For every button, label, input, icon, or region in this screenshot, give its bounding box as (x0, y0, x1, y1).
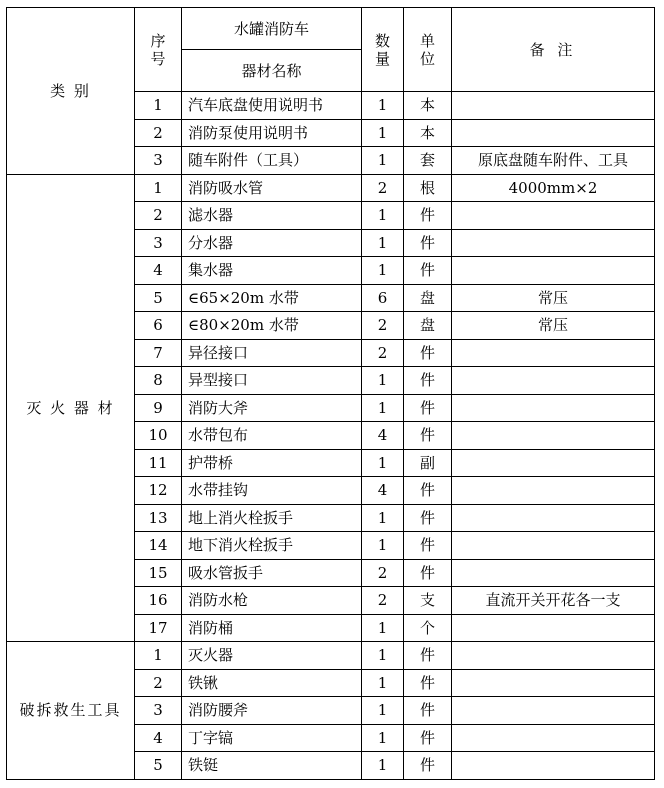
unit-cell: 件 (404, 257, 452, 285)
name-cell: 灭火器 (182, 642, 362, 670)
seq-cell: 12 (135, 477, 182, 505)
qty-cell: 1 (362, 642, 404, 670)
header-unit (404, 8, 452, 92)
unit-cell: 本 (404, 119, 452, 147)
qty-cell: 1 (362, 147, 404, 175)
qty-cell: 2 (362, 587, 404, 615)
qty-cell: 4 (362, 477, 404, 505)
unit-cell: 件 (404, 202, 452, 230)
unit-cell: 副 (404, 449, 452, 477)
seq-cell: 1 (135, 174, 182, 202)
qty-cell: 1 (362, 394, 404, 422)
name-cell: 汽车底盘使用说明书 (182, 92, 362, 120)
header-remark: 备 注 (452, 8, 655, 92)
remark-cell (452, 367, 655, 395)
name-cell: ∈80×20m 水带 (182, 312, 362, 340)
remark-cell: 4000mm×2 (452, 174, 655, 202)
unit-cell: 件 (404, 752, 452, 780)
remark-cell: 直流开关开花各一支 (452, 587, 655, 615)
unit-cell: 盘 (404, 312, 452, 340)
unit-cell: 件 (404, 642, 452, 670)
unit-cell: 件 (404, 422, 452, 450)
remark-cell: 常压 (452, 312, 655, 340)
seq-cell: 10 (135, 422, 182, 450)
qty-cell: 2 (362, 174, 404, 202)
remark-cell (452, 642, 655, 670)
qty-cell: 6 (362, 284, 404, 312)
remark-cell (452, 477, 655, 505)
qty-cell: 1 (362, 669, 404, 697)
seq-cell: 2 (135, 202, 182, 230)
name-cell: 消防水枪 (182, 587, 362, 615)
unit-cell: 件 (404, 394, 452, 422)
seq-cell: 6 (135, 312, 182, 340)
unit-cell: 件 (404, 724, 452, 752)
unit-cell: 件 (404, 367, 452, 395)
name-cell: 地下消火栓扳手 (182, 532, 362, 560)
name-cell: 丁字镐 (182, 724, 362, 752)
unit-cell: 支 (404, 587, 452, 615)
unit-cell: 件 (404, 339, 452, 367)
header-qty-line1: 数 (374, 31, 390, 50)
qty-cell: 2 (362, 339, 404, 367)
seq-cell: 8 (135, 367, 182, 395)
remark-cell (452, 614, 655, 642)
name-cell: 随车附件（工具） (182, 147, 362, 175)
qty-cell: 1 (362, 752, 404, 780)
qty-cell: 1 (362, 504, 404, 532)
remark-cell (452, 724, 655, 752)
unit-cell: 件 (404, 559, 452, 587)
remark-cell (452, 394, 655, 422)
remark-cell (452, 339, 655, 367)
name-cell: 铁铤 (182, 752, 362, 780)
remark-cell (452, 229, 655, 257)
remark-cell (452, 449, 655, 477)
name-cell: 异型接口 (182, 367, 362, 395)
seq-cell: 2 (135, 119, 182, 147)
seq-cell: 3 (135, 229, 182, 257)
remark-cell: 原底盘随车附件、工具 (452, 147, 655, 175)
seq-cell: 15 (135, 559, 182, 587)
remark-cell (452, 92, 655, 120)
qty-cell: 1 (362, 532, 404, 560)
remark-cell (452, 697, 655, 725)
header-seq-line2: 号 (150, 49, 166, 68)
name-cell: 地上消火栓扳手 (182, 504, 362, 532)
unit-cell: 根 (404, 174, 452, 202)
qty-cell: 1 (362, 449, 404, 477)
table-row (7, 642, 655, 670)
unit-cell: 本 (404, 92, 452, 120)
header-qty-line2: 量 (374, 49, 390, 68)
header-category: 类 别 (7, 8, 135, 175)
name-cell: 铁锹 (182, 669, 362, 697)
name-cell: 集水器 (182, 257, 362, 285)
seq-cell: 3 (135, 147, 182, 175)
qty-cell: 2 (362, 312, 404, 340)
category-cell: 灭 火 器 材 (7, 174, 135, 642)
remark-cell (452, 532, 655, 560)
seq-cell: 13 (135, 504, 182, 532)
seq-cell: 16 (135, 587, 182, 615)
seq-cell: 2 (135, 669, 182, 697)
unit-cell: 个 (404, 614, 452, 642)
remark-cell (452, 422, 655, 450)
unit-cell: 件 (404, 669, 452, 697)
qty-cell: 1 (362, 724, 404, 752)
table-row (7, 174, 655, 202)
category-cell: 破拆救生工具 (7, 642, 135, 780)
header-unit-line1: 单 (419, 31, 435, 50)
seq-cell: 9 (135, 394, 182, 422)
header-seq (135, 8, 182, 92)
seq-cell: 5 (135, 284, 182, 312)
qty-cell: 1 (362, 614, 404, 642)
seq-cell: 1 (135, 92, 182, 120)
seq-cell: 5 (135, 752, 182, 780)
name-cell: 滤水器 (182, 202, 362, 230)
seq-cell: 14 (135, 532, 182, 560)
remark-cell (452, 559, 655, 587)
name-cell: 水带挂钩 (182, 477, 362, 505)
remark-cell: 常压 (452, 284, 655, 312)
seq-cell: 4 (135, 724, 182, 752)
header-name: 器材名称 (182, 50, 362, 92)
seq-cell: 11 (135, 449, 182, 477)
header-seq-line1: 序 (150, 31, 166, 50)
table-body (7, 174, 655, 779)
name-cell: 吸水管扳手 (182, 559, 362, 587)
name-cell: 护带桥 (182, 449, 362, 477)
qty-cell: 1 (362, 257, 404, 285)
qty-cell: 1 (362, 92, 404, 120)
seq-cell: 1 (135, 642, 182, 670)
unit-cell: 盘 (404, 284, 452, 312)
qty-cell: 1 (362, 119, 404, 147)
name-cell: 消防吸水管 (182, 174, 362, 202)
remark-cell (452, 752, 655, 780)
remark-cell (452, 257, 655, 285)
unit-cell: 件 (404, 697, 452, 725)
name-cell: 消防腰斧 (182, 697, 362, 725)
seq-cell: 3 (135, 697, 182, 725)
seq-cell: 7 (135, 339, 182, 367)
unit-cell: 件 (404, 477, 452, 505)
name-cell: 水带包布 (182, 422, 362, 450)
unit-cell: 件 (404, 229, 452, 257)
name-cell: 消防大斧 (182, 394, 362, 422)
remark-cell (452, 669, 655, 697)
name-cell: 分水器 (182, 229, 362, 257)
qty-cell: 1 (362, 229, 404, 257)
header-vehicle: 水罐消防车 (182, 8, 362, 50)
remark-cell (452, 504, 655, 532)
qty-cell: 2 (362, 559, 404, 587)
seq-cell: 17 (135, 614, 182, 642)
name-cell: 异径接口 (182, 339, 362, 367)
remark-cell (452, 119, 655, 147)
qty-cell: 1 (362, 202, 404, 230)
remark-cell (452, 202, 655, 230)
name-cell: 消防桶 (182, 614, 362, 642)
name-cell: 消防泵使用说明书 (182, 119, 362, 147)
qty-cell: 4 (362, 422, 404, 450)
unit-cell: 套 (404, 147, 452, 175)
header-qty (362, 8, 404, 92)
qty-cell: 1 (362, 367, 404, 395)
qty-cell: 1 (362, 697, 404, 725)
name-cell: ∈65×20m 水带 (182, 284, 362, 312)
unit-cell: 件 (404, 532, 452, 560)
equipment-table (6, 7, 655, 780)
unit-cell: 件 (404, 504, 452, 532)
seq-cell: 4 (135, 257, 182, 285)
header-unit-line2: 位 (419, 49, 435, 68)
